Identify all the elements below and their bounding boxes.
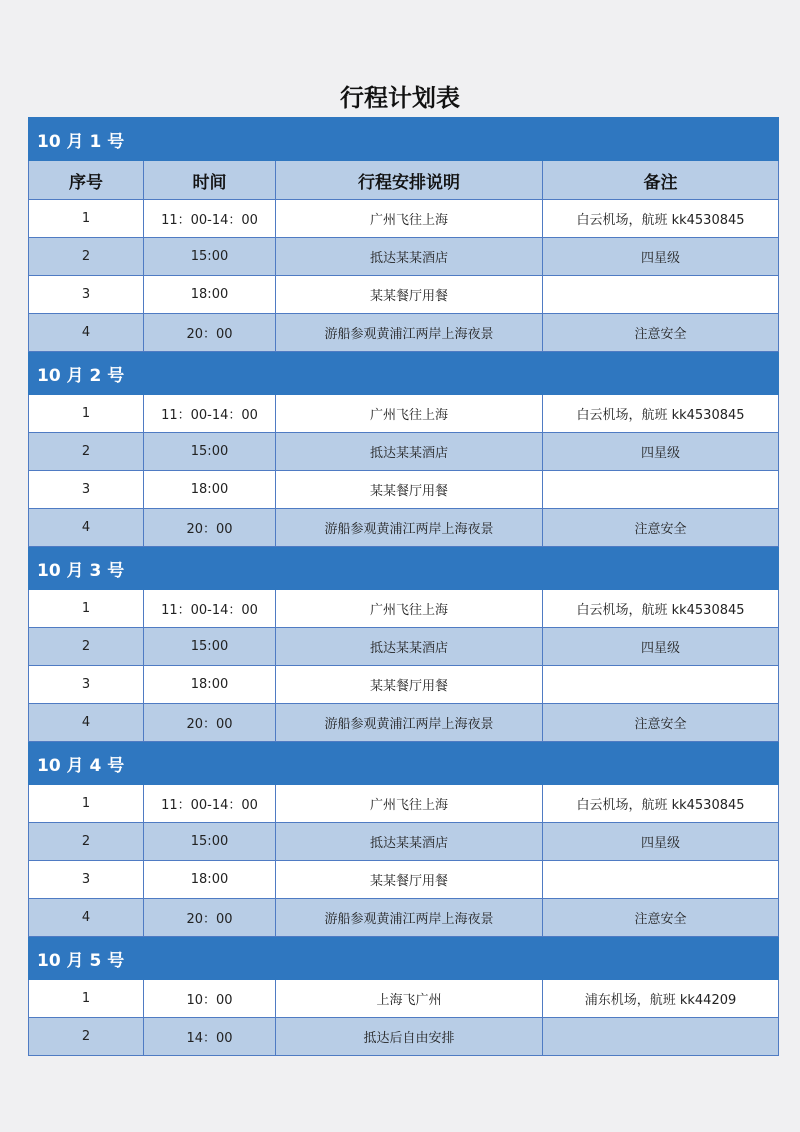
description-cell: 上海飞广州 (276, 980, 543, 1018)
day-label: 10 月 2 号 (29, 352, 779, 395)
description-cell: 游船参观黄浦江两岸上海夜景 (276, 899, 543, 937)
note-cell: 四星级 (543, 433, 779, 471)
time-cell: 20：00 (144, 899, 276, 937)
description-cell: 广州飞往上海 (276, 200, 543, 238)
time-cell: 15:00 (144, 628, 276, 666)
note-cell: 白云机场，航班 kk4530845 (543, 590, 779, 628)
seq-cell: 3 (29, 861, 144, 899)
time-cell: 18:00 (144, 471, 276, 509)
time-cell: 18:00 (144, 666, 276, 704)
table-row (29, 980, 779, 1018)
description-cell: 游船参观黄浦江两岸上海夜景 (276, 314, 543, 352)
seq-cell: 2 (29, 1018, 144, 1056)
table-row (29, 590, 779, 628)
note-cell: 四星级 (543, 628, 779, 666)
time-cell: 15:00 (144, 433, 276, 471)
seq-cell: 3 (29, 471, 144, 509)
note-cell: 注意安全 (543, 704, 779, 742)
description-cell: 某某餐厅用餐 (276, 861, 543, 899)
day-header-row (29, 352, 779, 395)
seq-cell: 1 (29, 200, 144, 238)
time-cell: 20：00 (144, 509, 276, 547)
description-cell: 广州飞往上海 (276, 785, 543, 823)
time-cell: 10：00 (144, 980, 276, 1018)
description-cell: 抵达某某酒店 (276, 823, 543, 861)
time-cell: 15:00 (144, 823, 276, 861)
column-header: 序号 (29, 161, 144, 200)
table-row (29, 471, 779, 509)
time-cell: 20：00 (144, 704, 276, 742)
description-cell: 广州飞往上海 (276, 590, 543, 628)
itinerary-table (28, 117, 779, 1056)
column-header: 备注 (543, 161, 779, 200)
note-cell: 注意安全 (543, 509, 779, 547)
page-title: 行程计划表 (340, 84, 460, 112)
note-cell (543, 861, 779, 899)
seq-cell: 1 (29, 785, 144, 823)
itinerary-body (29, 118, 779, 1056)
column-header: 行程安排说明 (276, 161, 543, 200)
column-header-row (29, 161, 779, 200)
description-cell: 游船参观黄浦江两岸上海夜景 (276, 704, 543, 742)
time-cell: 11：00-14：00 (144, 785, 276, 823)
day-label: 10 月 4 号 (29, 742, 779, 785)
seq-cell: 1 (29, 980, 144, 1018)
note-cell: 四星级 (543, 238, 779, 276)
table-row (29, 433, 779, 471)
table-row (29, 628, 779, 666)
table-row (29, 1018, 779, 1056)
day-label: 10 月 1 号 (29, 118, 779, 161)
seq-cell: 2 (29, 238, 144, 276)
seq-cell: 3 (29, 666, 144, 704)
description-cell: 游船参观黄浦江两岸上海夜景 (276, 509, 543, 547)
seq-cell: 3 (29, 276, 144, 314)
table-row (29, 704, 779, 742)
seq-cell: 2 (29, 823, 144, 861)
time-cell: 11：00-14：00 (144, 395, 276, 433)
note-cell: 注意安全 (543, 314, 779, 352)
description-cell: 广州飞往上海 (276, 395, 543, 433)
seq-cell: 2 (29, 433, 144, 471)
day-header-row (29, 937, 779, 980)
table-row (29, 395, 779, 433)
table-row (29, 785, 779, 823)
seq-cell: 4 (29, 899, 144, 937)
time-cell: 20：00 (144, 314, 276, 352)
note-cell: 白云机场，航班 kk4530845 (543, 395, 779, 433)
note-cell: 注意安全 (543, 899, 779, 937)
table-row (29, 276, 779, 314)
note-cell (543, 1018, 779, 1056)
table-row (29, 861, 779, 899)
column-header: 时间 (144, 161, 276, 200)
note-cell (543, 471, 779, 509)
table-row (29, 509, 779, 547)
time-cell: 11：00-14：00 (144, 590, 276, 628)
time-cell: 14：00 (144, 1018, 276, 1056)
seq-cell: 4 (29, 704, 144, 742)
description-cell: 某某餐厅用餐 (276, 276, 543, 314)
description-cell: 抵达某某酒店 (276, 238, 543, 276)
description-cell: 抵达某某酒店 (276, 628, 543, 666)
table-row (29, 823, 779, 861)
note-cell: 白云机场，航班 kk4530845 (543, 785, 779, 823)
description-cell: 某某餐厅用餐 (276, 666, 543, 704)
day-header-row (29, 118, 779, 161)
description-cell: 抵达后自由安排 (276, 1018, 543, 1056)
note-cell (543, 666, 779, 704)
day-label: 10 月 3 号 (29, 547, 779, 590)
description-cell: 某某餐厅用餐 (276, 471, 543, 509)
table-row (29, 899, 779, 937)
note-cell (543, 276, 779, 314)
description-cell: 抵达某某酒店 (276, 433, 543, 471)
seq-cell: 2 (29, 628, 144, 666)
table-row (29, 314, 779, 352)
table-row (29, 238, 779, 276)
time-cell: 18:00 (144, 861, 276, 899)
note-cell: 四星级 (543, 823, 779, 861)
seq-cell: 1 (29, 590, 144, 628)
note-cell: 浦东机场，航班 kk44209 (543, 980, 779, 1018)
day-label: 10 月 5 号 (29, 937, 779, 980)
day-header-row (29, 742, 779, 785)
day-header-row (29, 547, 779, 590)
table-row (29, 666, 779, 704)
seq-cell: 4 (29, 509, 144, 547)
time-cell: 15:00 (144, 238, 276, 276)
table-row (29, 200, 779, 238)
seq-cell: 4 (29, 314, 144, 352)
time-cell: 18:00 (144, 276, 276, 314)
note-cell: 白云机场，航班 kk4530845 (543, 200, 779, 238)
time-cell: 11：00-14：00 (144, 200, 276, 238)
seq-cell: 1 (29, 395, 144, 433)
